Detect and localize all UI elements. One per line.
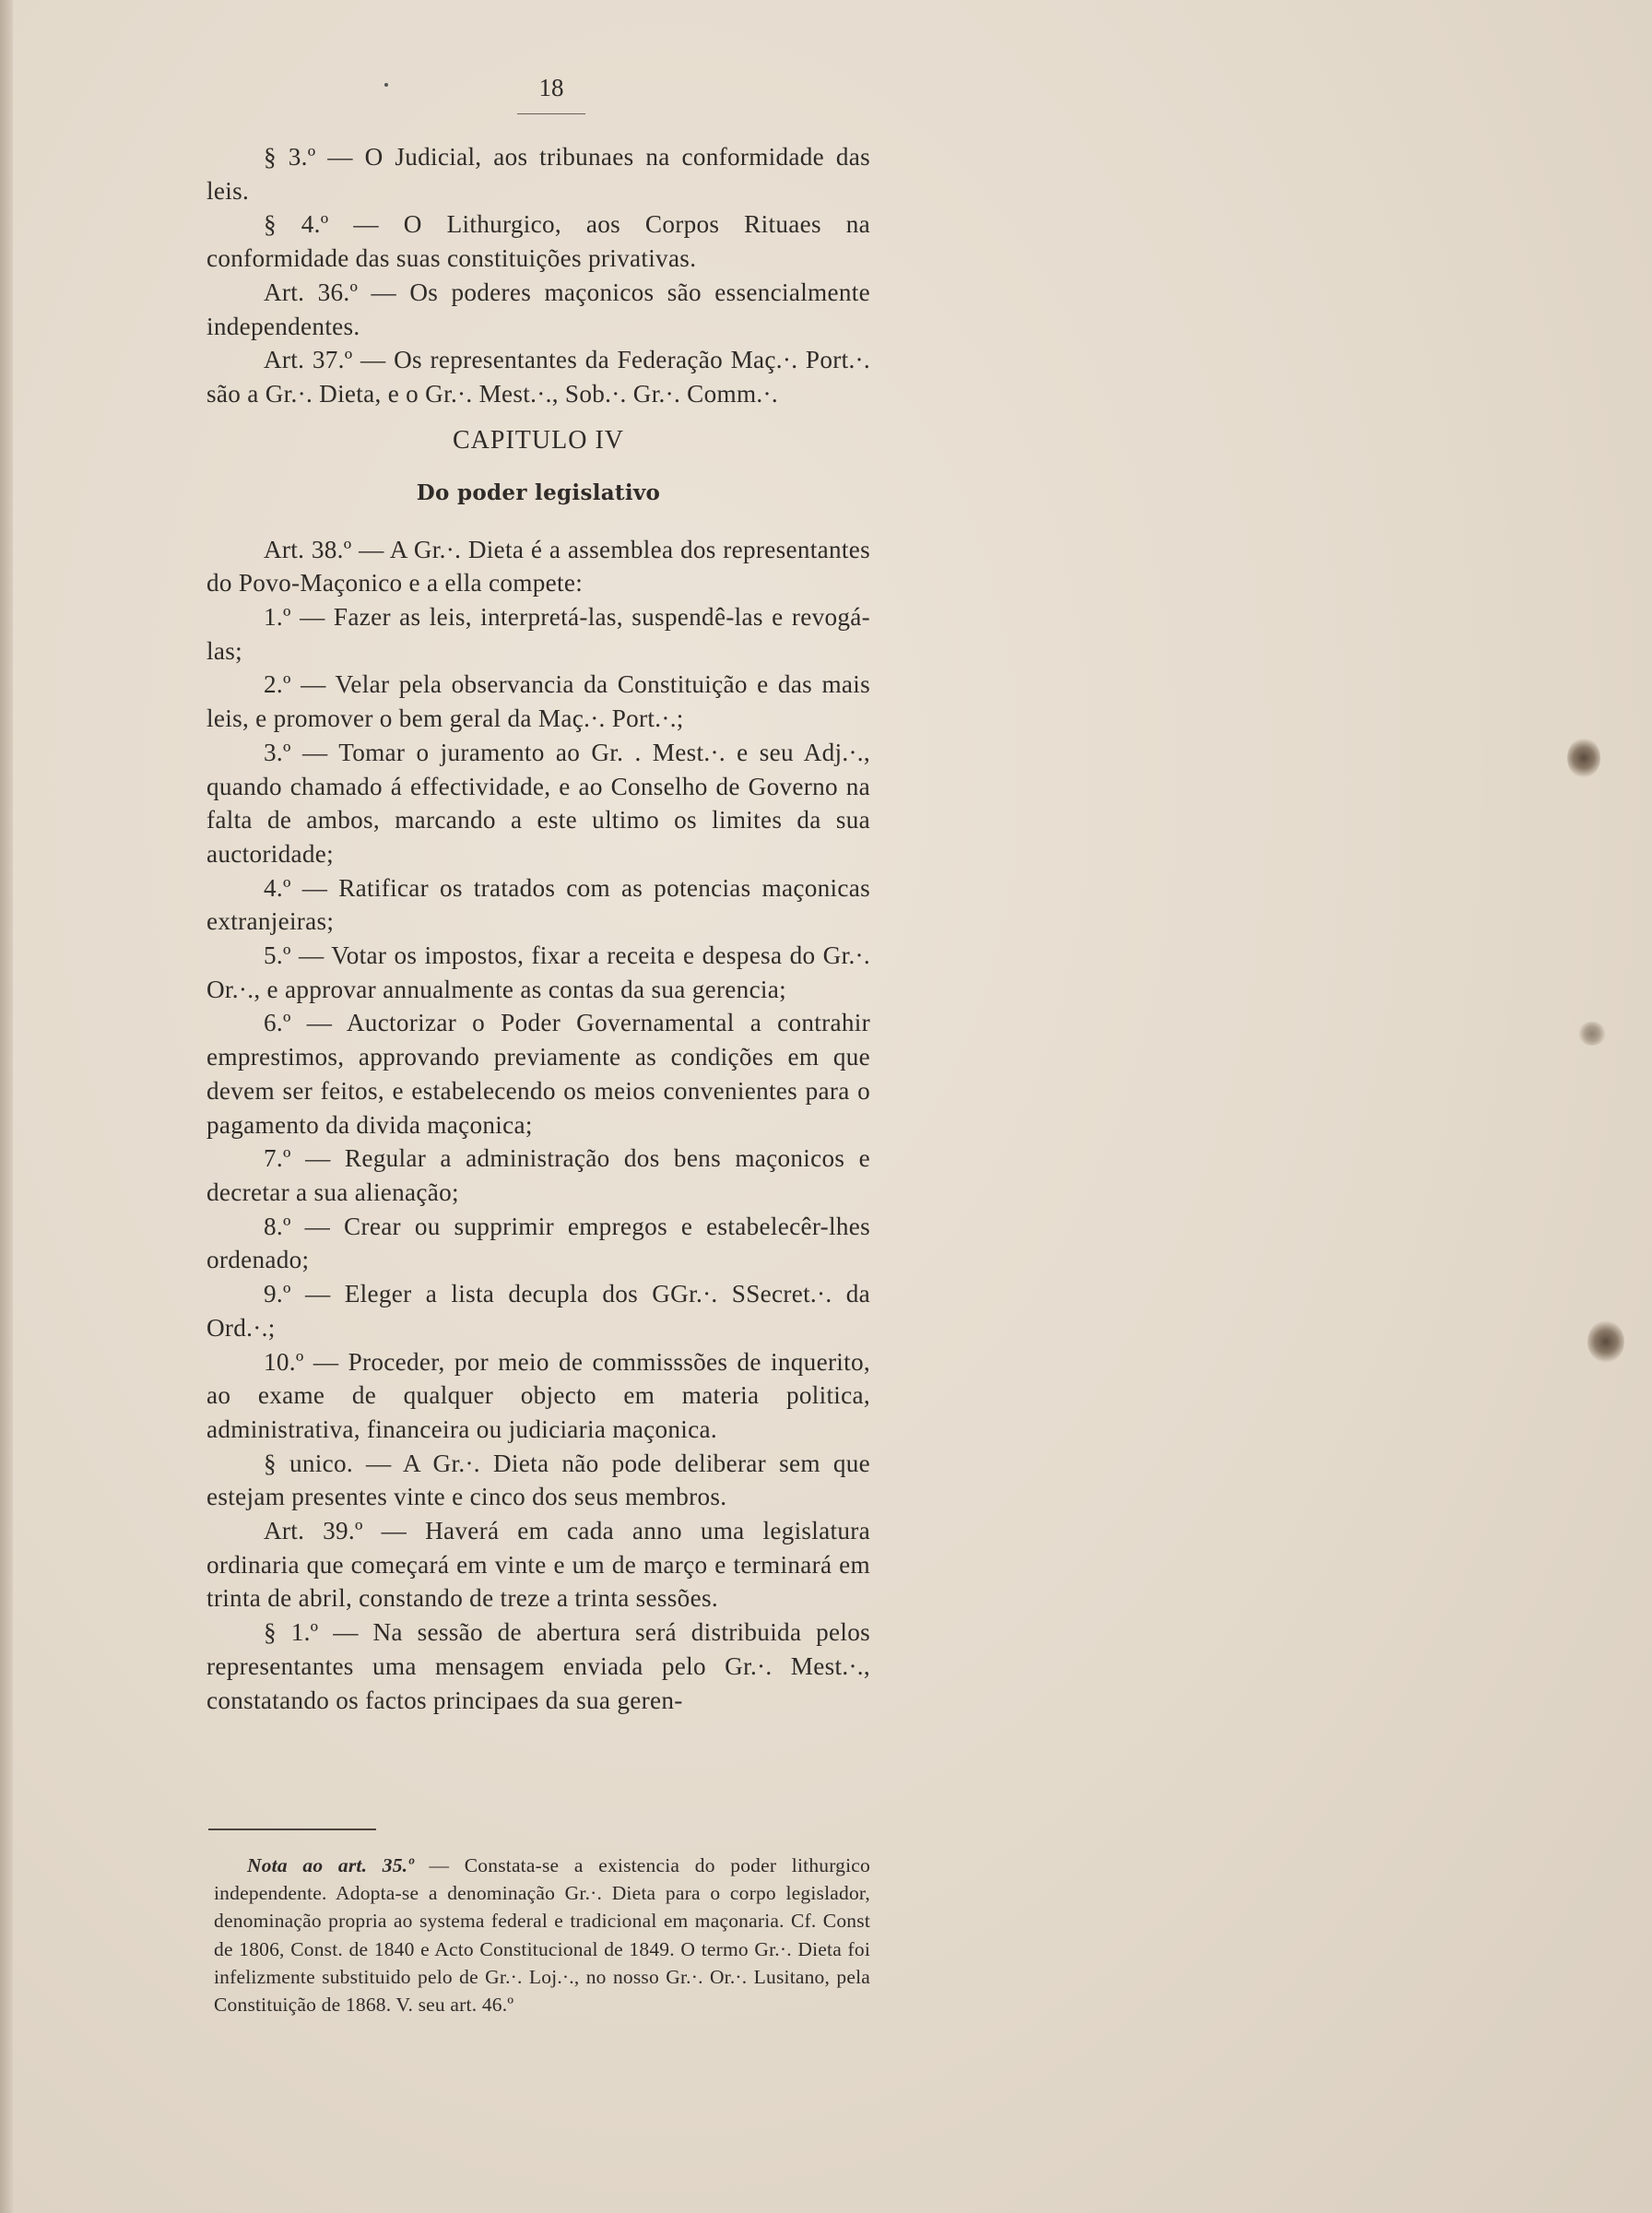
paragraph: 9.º — Eleger a lista decupla dos GGr.·. SSecret.·. da Ord.·.; <box>206 1280 870 1342</box>
footnote-paragraph <box>214 1852 870 2018</box>
chapter-subheading: Do poder legislativo <box>416 479 661 505</box>
paragraph: § unico. — A Gr.·. Dieta não pode deliberar sem que estejam presentes vinte e cinco dos seus membros. <box>206 1449 870 1511</box>
paragraph: § 4.º — O Lithurgico, aos Corpos Rituaes na conformidade das suas constituições privativas. <box>206 210 870 273</box>
footnote-rule <box>208 1828 376 1830</box>
footnote <box>214 1852 870 2018</box>
footnote-lead: Nota ao art. 35.º <box>247 1854 414 1876</box>
paragraph: 8.º — Crear ou supprimir empregos e estabelecêr-lhes ordenado; <box>206 1212 870 1274</box>
page-number: 18 <box>538 74 564 101</box>
paragraph: Art. 38.º — A Gr.·. Dieta é a assemblea dos representantes do Povo-Maçonico e a ella compete: <box>206 535 870 598</box>
paragraph: 5.º — Votar os impostos, fixar a receita e despesa do Gr.·. Or.·., e approvar annualmente as contas da sua gerencia; <box>206 941 870 1003</box>
paper-stain <box>1587 1320 1624 1363</box>
paragraph: Art. 36.º — Os poderes maçonicos são essencialmente independentes. <box>206 278 870 340</box>
paragraph: Art. 39.º — Haverá em cada anno uma legislatura ordinaria que começará em vinte e um de março e terminará em trinta de abril, constando de treze a trinta sessões. <box>206 1517 870 1613</box>
chapter-heading: CAPITULO IV <box>453 425 624 455</box>
paragraph: 7.º — Regular a administração dos bens maçonicos e decretar a sua alienação; <box>206 1144 870 1206</box>
page-number-rule <box>517 113 585 114</box>
paragraph: § 3.º — O Judicial, aos tribunaes na conformidade das leis. <box>206 143 870 205</box>
paragraph: Art. 37.º — Os representantes da Federação Maç.·. Port.·. são a Gr.·. Dieta, e o Gr.·. Mest.·., Sob.·. Gr.·. Comm.·. <box>206 346 870 408</box>
paragraph: § 1.º — Na sessão de abertura será distribuida pelos representantes uma mensagem enviada pelo Gr.·. Mest.·., constatando os factos principaes da sua geren- <box>206 1618 870 1714</box>
page-left-edge <box>0 0 13 2213</box>
paragraph: 1.º — Fazer as leis, interpretá-las, suspendê-las e revogá-las; <box>206 603 870 665</box>
paragraph: 2.º — Velar pela observancia da Constituição e das mais leis, e promover o bem geral da Maç.·. Port.·.; <box>206 670 870 733</box>
paragraph: 10.º — Proceder, por meio de commisssões de inquerito, ao exame de qualquer objecto em materia politica, administrativa, financeira ou judiciaria maçonica. <box>206 1347 870 1443</box>
ink-dot <box>384 83 388 87</box>
paragraph: 3.º — Tomar o juramento ao Gr. . Mest.·. e seu Adj.·., quando chamado á effectividade, e ao Conselho de Governo na falta de ambos, marcando a este ultimo os limites da sua auctoridade; <box>206 738 870 868</box>
paper-stain <box>1578 1022 1606 1046</box>
paragraph: 6.º — Auctorizar o Poder Governamental a contrahir emprestimos, approvando previamente as condições em que devem ser feitos, e estabelecendo os meios convenientes para o pagamento da divida maçonica; <box>206 1009 870 1139</box>
paragraph: 4.º — Ratificar os tratados com as potencias maçonicas extranjeiras; <box>206 873 870 936</box>
paper-stain <box>1567 738 1600 778</box>
footnote-text: — Constata-se a existencia do poder lithurgico independente. Adopta-se a denominação Gr.·. Dieta para o corpo legislador, denominação propria ao systema federal e tradicional em maçonaria. Cf. Const de 1806, Const. de 1840 e Acto Constitucional de 1849. O termo Gr.·. Dieta foi infelizmente substituido pelo de Gr.·. Loj.·., no nosso Gr.·. Or.·. Lusitano, pela Constituição de 1868. V. seu art. 46.º <box>214 1854 871 2017</box>
body-text <box>206 140 870 1717</box>
